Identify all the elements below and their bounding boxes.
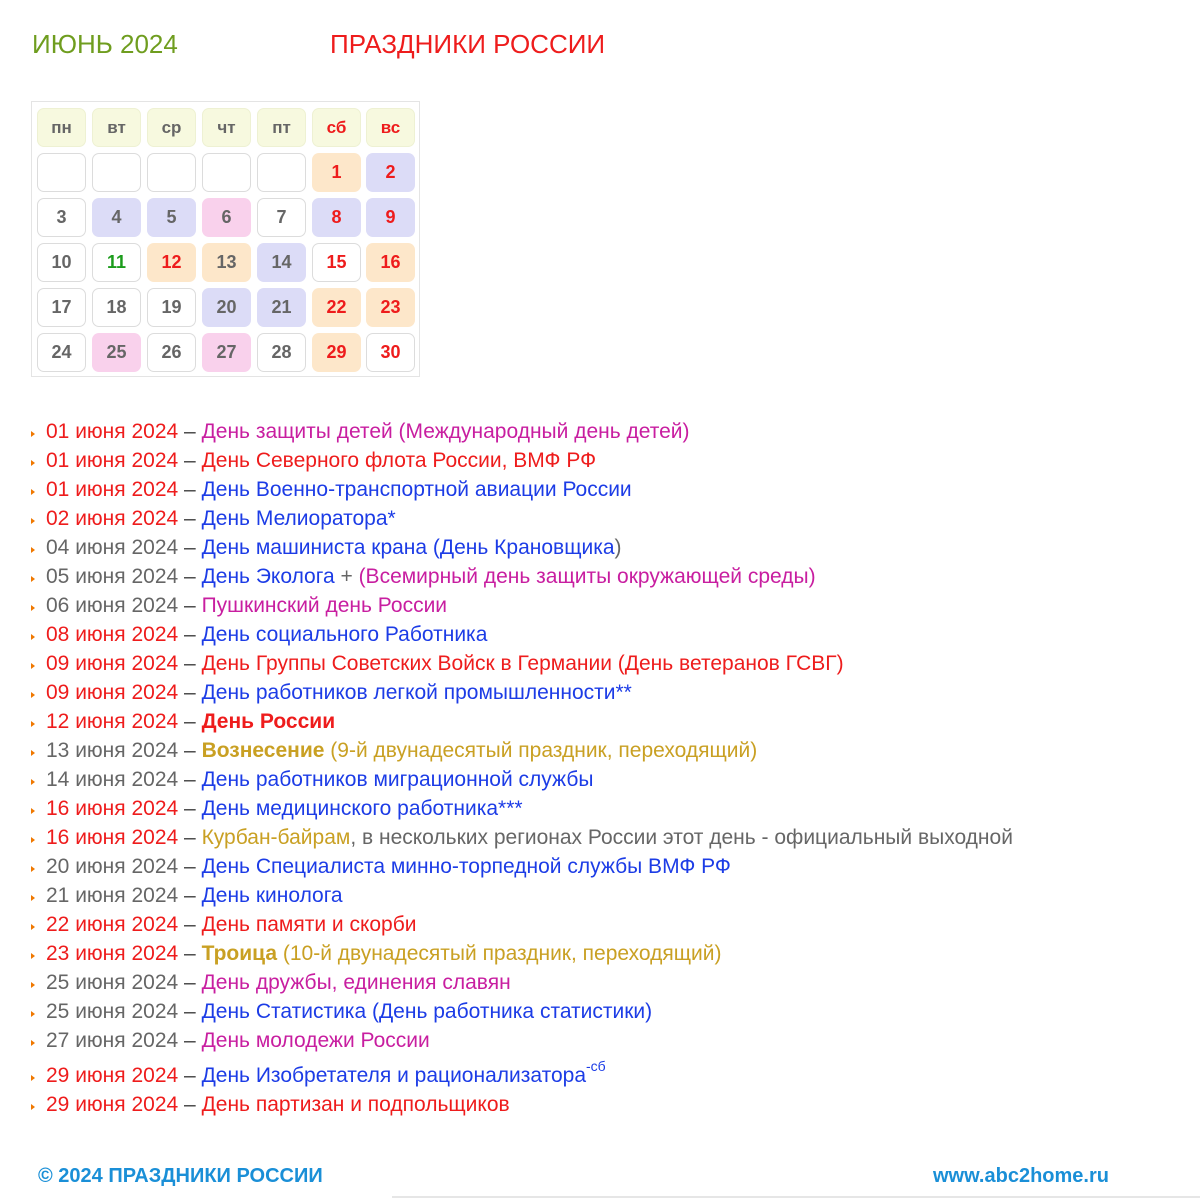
holiday-date: 29 июня 2024 [46,1093,179,1116]
weekday-header: ср [147,108,196,147]
holiday-name: День работников миграционной службы [201,768,594,791]
bullet-icon [31,692,35,698]
holiday-date: 01 июня 2024 [46,478,179,501]
footer-copyright: © 2024 ПРАЗДНИКИ РОССИИ [38,1165,323,1187]
calendar-day: 1 [312,153,361,192]
holiday-item [28,939,721,968]
holiday-name: День социального Работника [201,623,488,646]
holiday-date: 21 июня 2024 [46,884,179,907]
calendar-day: 29 [312,333,361,372]
holiday-item [28,1026,430,1055]
bullet-icon [31,431,35,437]
bullet-icon [31,1075,35,1081]
holiday-item [28,707,335,736]
dash-separator: – [178,1029,202,1052]
dash-separator: – [178,652,202,675]
calendar-day: 18 [92,288,141,327]
holiday-date: 01 июня 2024 [46,420,179,443]
calendar-day: 5 [147,198,196,237]
holiday-date: 20 июня 2024 [46,855,179,878]
holiday-name: День Группы Советских Войск в Германии (День ветеранов ГСВГ) [201,652,844,675]
holiday-item [28,881,343,910]
holiday-date: 22 июня 2024 [46,913,179,936]
holiday-name: (10-й двунадесятый праздник, переходящий) [277,942,722,965]
holiday-date: 27 июня 2024 [46,1029,179,1052]
holiday-name: День дружбы, единения славян [201,971,511,994]
holiday-name: День Военно-транспортной авиации России [201,478,632,501]
bullet-icon [31,779,35,785]
holiday-date: 13 июня 2024 [46,739,179,762]
holiday-name: День Мелиоратора* [201,507,396,530]
holiday-name: Троица [201,942,278,965]
dash-separator: – [178,971,202,994]
calendar-day: 17 [37,288,86,327]
holiday-item [28,997,652,1026]
bullet-icon [31,460,35,466]
holiday-name: День Северного флота России, ВМФ РФ [201,449,597,472]
dash-separator: – [178,536,202,559]
holiday-name: Пушкинский день России [201,594,448,617]
calendar-day: 15 [312,243,361,282]
dash-separator: – [178,884,202,907]
calendar-empty-cell [37,153,86,192]
calendar-day: 4 [92,198,141,237]
dash-separator: – [178,913,202,936]
calendar-day: 14 [257,243,306,282]
weekday-header: пт [257,108,306,147]
calendar-day: 10 [37,243,86,282]
calendar-day: 23 [366,288,415,327]
holiday-item [28,736,757,765]
holiday-name: День молодежи России [201,1029,430,1052]
holiday-item [28,910,416,939]
calendar-empty-cell [92,153,141,192]
calendar-day: 16 [366,243,415,282]
holiday-item [28,823,1013,852]
holiday-item [28,678,632,707]
holiday-name: День работников легкой промышленности** [201,681,632,704]
calendar-day: 13 [202,243,251,282]
calendar-day: 22 [312,288,361,327]
holiday-item [28,1058,606,1090]
holiday-name: + [334,565,359,588]
holiday-name: Вознесение [201,739,325,762]
holiday-item [28,852,731,881]
holiday-name: Курбан-байрам [201,826,351,849]
bullet-icon [31,1040,35,1046]
dash-separator: – [178,449,202,472]
weekday-header: чт [202,108,251,147]
dash-separator: – [178,797,202,820]
calendar-day: 6 [202,198,251,237]
bullet-icon [31,576,35,582]
bullet-icon [31,837,35,843]
footer-url[interactable]: www.abc2home.ru [933,1165,1109,1187]
bullet-icon [31,1104,35,1110]
holiday-item [28,562,816,591]
page-title: ПРАЗДНИКИ РОССИИ [330,29,606,59]
holiday-name: (9-й двунадесятый праздник, переходящий) [324,739,758,762]
bullet-icon [31,721,35,727]
bullet-icon [31,924,35,930]
dash-separator: – [178,681,202,704]
calendar-day: 27 [202,333,251,372]
holiday-date: 02 июня 2024 [46,507,179,530]
dash-separator: – [178,942,202,965]
bullet-icon [31,895,35,901]
holiday-date: 16 июня 2024 [46,797,179,820]
calendar-day: 8 [312,198,361,237]
holiday-name: День Изобретателя и рационализатора [201,1064,587,1087]
holiday-date: 09 июня 2024 [46,652,179,675]
holiday-item [28,794,523,823]
calendar-day: 19 [147,288,196,327]
holiday-date: 09 июня 2024 [46,681,179,704]
dash-separator: – [178,1000,202,1023]
holiday-name: ) [614,536,622,559]
holiday-name: День кинолога [201,884,343,907]
dash-separator: – [178,768,202,791]
bullet-icon [31,547,35,553]
footer-divider [392,1196,1200,1198]
dash-separator: – [178,826,202,849]
calendar-day: 11 [92,243,141,282]
holiday-date: 16 июня 2024 [46,826,179,849]
bullet-icon [31,1011,35,1017]
calendar-day: 3 [37,198,86,237]
holiday-item [28,649,844,678]
holiday-name: День Эколога [201,565,335,588]
calendar-grid [31,101,420,377]
holiday-name: , в нескольких регионах России этот день - официальный выходной [350,826,1013,849]
holiday-name: День партизан и подпольщиков [201,1093,510,1116]
calendar-day: 21 [257,288,306,327]
holiday-item [28,620,487,649]
dash-separator: – [178,565,202,588]
holiday-name: День России [201,710,336,733]
calendar-empty-cell [257,153,306,192]
holiday-item [28,1090,510,1119]
calendar-day: 25 [92,333,141,372]
calendar-day: 24 [37,333,86,372]
holiday-item [28,417,690,446]
calendar-day: 26 [147,333,196,372]
holiday-date: 23 июня 2024 [46,942,179,965]
holiday-name: День памяти и скорби [201,913,417,936]
holiday-name: День защиты детей (Международный день детей) [201,420,690,443]
calendar-day: 28 [257,333,306,372]
dash-separator: – [178,507,202,530]
bullet-icon [31,605,35,611]
dash-separator: – [178,420,202,443]
dash-separator: – [178,1093,202,1116]
dash-separator: – [178,710,202,733]
dash-separator: – [178,739,202,762]
holiday-date: 12 июня 2024 [46,710,179,733]
bullet-icon [31,750,35,756]
holiday-date: 14 июня 2024 [46,768,179,791]
calendar-day: 12 [147,243,196,282]
weekday-header: вс [366,108,415,147]
calendar-empty-cell [202,153,251,192]
bullet-icon [31,489,35,495]
calendar-empty-cell [147,153,196,192]
dash-separator: – [178,1064,202,1087]
bullet-icon [31,518,35,524]
weekday-header: вт [92,108,141,147]
bullet-icon [31,634,35,640]
holiday-date: 29 июня 2024 [46,1064,179,1087]
holiday-name: -сб [586,1058,606,1074]
holiday-item [28,475,632,504]
weekday-header: пн [37,108,86,147]
holiday-date: 05 июня 2024 [46,565,179,588]
calendar-day: 7 [257,198,306,237]
holiday-name: День Специалиста минно-торпедной службы ВМФ РФ [201,855,731,878]
bullet-icon [31,808,35,814]
month-title: ИЮНЬ 2024 [32,29,178,59]
holiday-date: 06 июня 2024 [46,594,179,617]
holiday-name: День машиниста крана (День Крановщика [201,536,615,559]
holiday-item [28,591,447,620]
bullet-icon [31,953,35,959]
holiday-name: День медицинского работника*** [201,797,523,820]
holiday-item [28,968,511,997]
holiday-item [28,504,396,533]
holiday-date: 25 июня 2024 [46,1000,179,1023]
dash-separator: – [178,855,202,878]
bullet-icon [31,663,35,669]
dash-separator: – [178,594,202,617]
bullet-icon [31,866,35,872]
holiday-name: День Статистика (День работника статистики) [201,1000,653,1023]
holiday-item [28,533,622,562]
bullet-icon [31,982,35,988]
calendar-day: 20 [202,288,251,327]
calendar-day: 9 [366,198,415,237]
holiday-item [28,446,596,475]
dash-separator: – [178,623,202,646]
holiday-date: 04 июня 2024 [46,536,179,559]
calendar-day: 30 [366,333,415,372]
holiday-item [28,765,593,794]
holiday-date: 01 июня 2024 [46,449,179,472]
holiday-name: (Всемирный день защиты окружающей среды) [358,565,816,588]
holiday-date: 08 июня 2024 [46,623,179,646]
dash-separator: – [178,478,202,501]
calendar-day: 2 [366,153,415,192]
holiday-date: 25 июня 2024 [46,971,179,994]
weekday-header: сб [312,108,361,147]
